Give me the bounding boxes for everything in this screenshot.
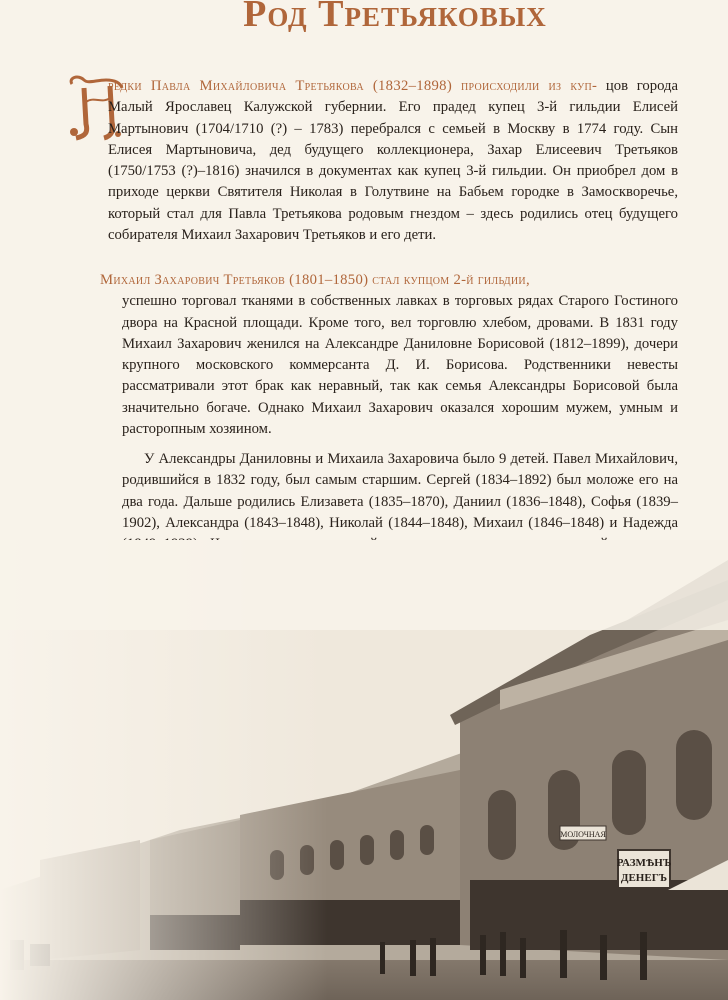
paragraph-body: цов города Малый Ярославец Калужской губернии. Его прадед купец 3-й гильдии Елисей Мартынович (1704/1710 (?) – 1783) перебрался с семьей в Москву в 1774 году. Сын Елисея Мартыновича, дед будущего коллекционера, Захар Елисеевич Третьяков (1750/1753 (?)–1816) значился в документах как купец 3-й гильдии. Он приобрел дом в приходе церкви Святителя Николая в Голутвине на Бабьем городке в Замоскворечье, который стал для Павла Третьякова родовым гнездом – здесь родились отец будущего собирателя Михаил Захарович Третьяков и его дети.: [108, 78, 678, 244]
paragraph-children: У Александры Даниловны и Михаила Захаровича было 9 детей. Павел Михайлович, родившийся в 1832 году, был самым старшим. Сергей (1834–1892) был моложе его на два года. Дальше родились Елизавета (1835–1870), Даниил (1836–1848), Софья (1839–1902), Александра (1843–1848), Николай (1844–1848), Михаил (1846–1848) и Надежда: [122, 451, 678, 531]
paragraph-mikhail: [100, 270, 678, 440]
paragraph-body: успешно торговал тканями в собственных лавках в торговых рядах Старого Гостиного двора на Красной площади. Кроме того, вел торговлю хлебом, дровами. В 1831 году Михаил Захарович женился на Александре Даниловне Борисовой (1812–1899), дочери крупного московского коммерсанта Д. И. Борисова. Родственники невесты рассматривали этот брак как неравный, так как семья Александры Борисовой была значительно богаче. Однако Михаил Захарович оказался хорошим мужем, умным и расторопным хозяином.: [122, 293, 678, 438]
paragraph-ancestors: [108, 76, 678, 246]
paragraph-lead: редки Павла Михайловича Третьякова (1832–1898) происходили из куп-: [108, 78, 598, 94]
paragraph-lead: Михаил Захарович Третьяков (1801–1850) стал купцом 2-й гильдии,: [100, 272, 530, 288]
historic-street-photo: [0, 540, 728, 1000]
page-title: Род Третьяковых: [243, 0, 547, 35]
